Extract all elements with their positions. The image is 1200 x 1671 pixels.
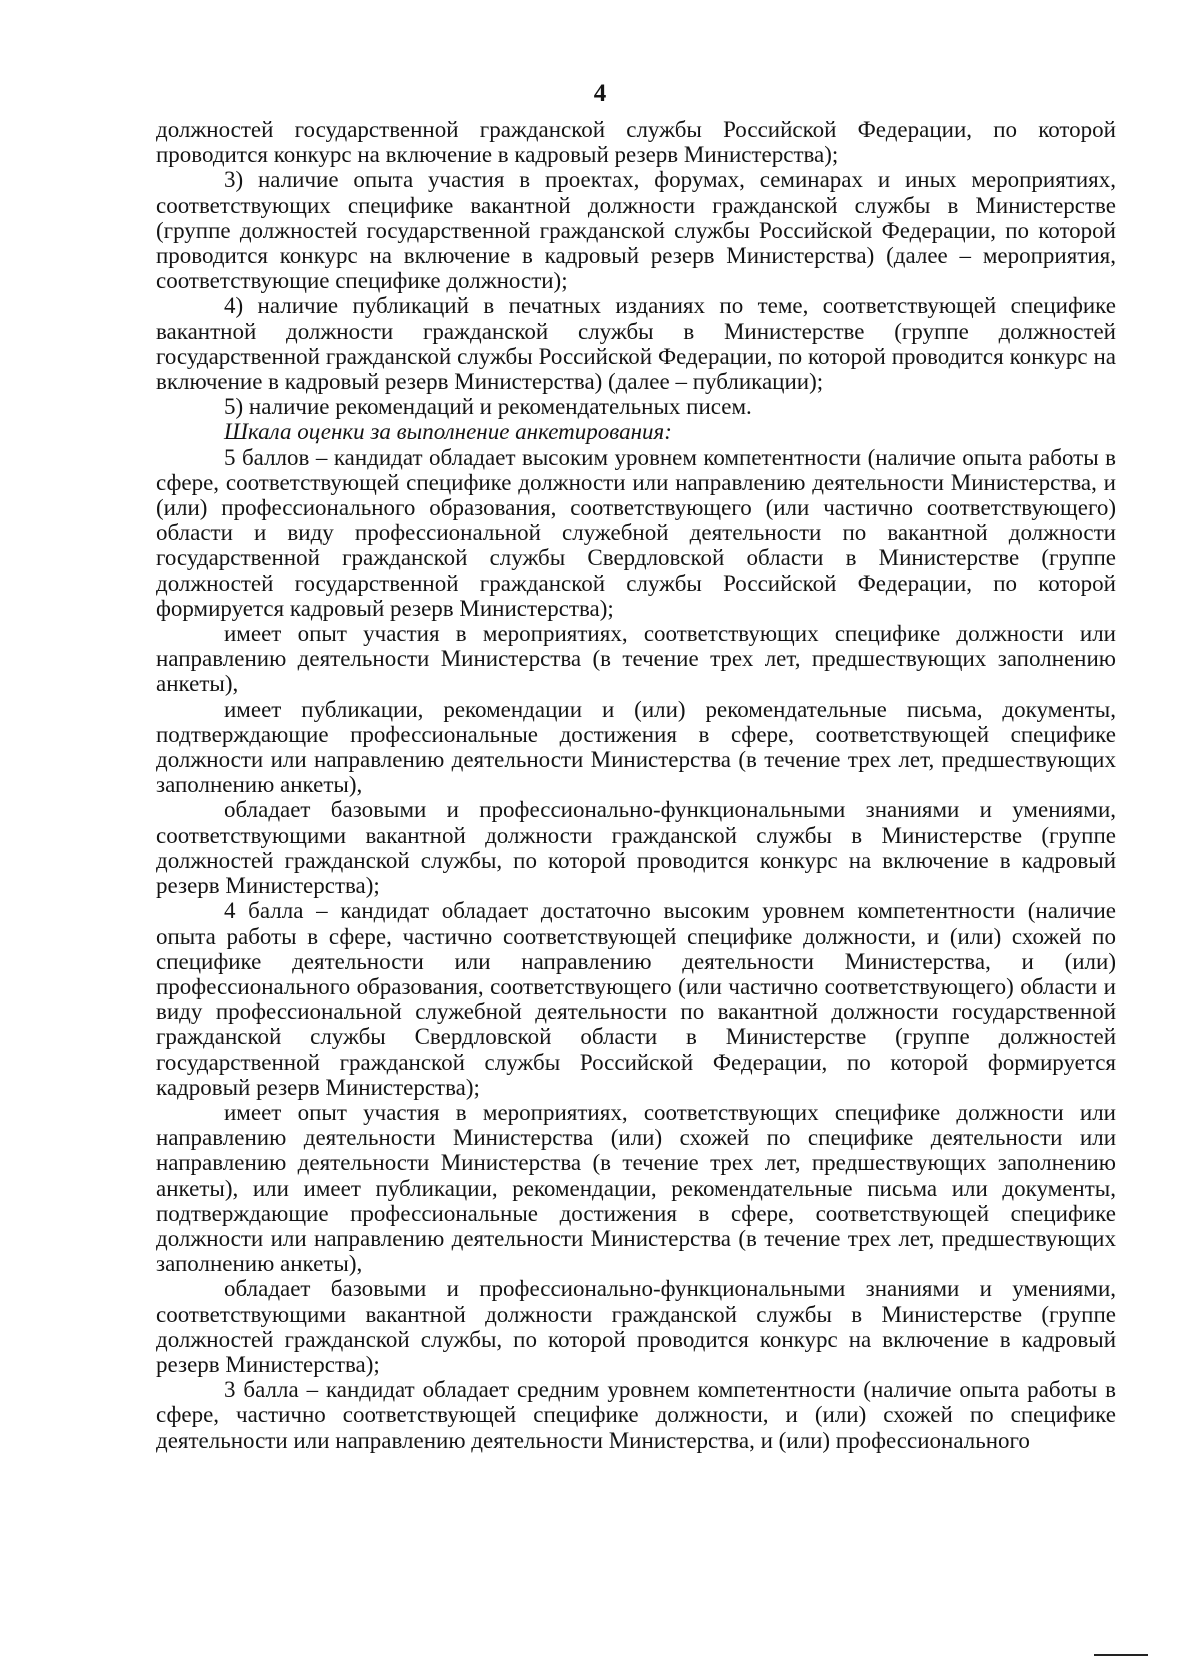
list-item-3: 3) наличие опыта участия в проектах, форумах, семинарах и иных мероприятиях, соответствующих специфике вакантной должности гражданской службы в Министерстве (группе должностей государственной гражданской службы Российской Федерации, по которой проводится конкурс на включение в кадровый резерв Министерства) (далее – мероприятия, соответствующие специфике должности);: [156, 167, 1116, 294]
score-5-paragraph: 5 баллов – кандидат обладает высоким уровнем компетентности (наличие опыта работы в сфере, соответствующей специфике должности или направлению деятельности Министерства, и (или) профессионального образования, соответствующего (или частично соответствующего) области и виду профессиональной служебной деятельности по вакантной должности государственной гражданской службы Свердловской области в Министерстве (группе должностей государственной гражданской службы Российской Федерации, по которой формируется кадровый резерв Министерства);: [156, 444, 1116, 621]
score-4-knowledge-paragraph: обладает базовыми и профессионально-функциональными знаниями и умениями, соответствующими вакантной должности гражданской службы в Министерстве (группе должностей гражданской службы, по которой проводится конкурс на включение в кадровый резерв Министерства);: [156, 1276, 1116, 1377]
score-4-events-paragraph: имеет опыт участия в мероприятиях, соответствующих специфике должности или направлению деятельности Министерства (или) схожей по специфике деятельности или направлению деятельности Министерства (в течение трех лет, предшествующих заполнению анкеты), или имеет публикации, рекомендации, рекомендательные письма или документы, подтверждающие профессиональные достижения в сфере, соответствующей специфике должности или направлению деятельности Министерства (в течение трех лет, предшествующих заполнению анкеты),: [156, 1099, 1116, 1277]
scale-heading: Шкала оценки за выполнение анкетирования:: [224, 419, 672, 445]
score-3-paragraph: 3 балла – кандидат обладает средним уровнем компетентности (наличие опыта работы в сфере, частично соответствующей специфике должности, и (или) схожей по специфике деятельности или направлению деятельности Министерства, и (или) профессионального: [156, 1377, 1116, 1453]
score-5-events-paragraph: имеет опыт участия в мероприятиях, соответствующих специфике должности или направлению деятельности Министерства (в течение трех лет, предшествующих заполнению анкеты),: [156, 621, 1116, 697]
score-4-paragraph: 4 балла – кандидат обладает достаточно высоким уровнем компетентности (наличие опыта работы в сфере, частично соответствующей специфике должности, и (или) схожей по специфике деятельности или направлению деятельности Министерства, и (или) профессионального образования, соответствующего (или частично соответствующего) области и виду профессиональной служебной деятельности по вакантной должности государственной гражданской службы Свердловской области в Министерстве (группе должностей государственной гражданской службы Российской Федерации, по которой формируется кадровый резерв Министерства);: [156, 898, 1116, 1100]
score-5-publications-paragraph: имеет публикации, рекомендации и (или) рекомендательные письма, документы, подтверждающие профессиональные достижения в сфере, соответствующей специфике должности или направлению деятельности Министерства (в течение трех лет, предшествующих заполнению анкеты),: [156, 696, 1116, 798]
list-item-5: 5) наличие рекомендаций и рекомендательных писем.: [224, 394, 752, 420]
document-body: [156, 117, 1116, 1453]
footer-rule: [1094, 1654, 1148, 1656]
paragraph-continuation: должностей государственной гражданской службы Российской Федерации, по которой проводится конкурс на включение в кадровый резерв Министерства);: [156, 117, 1116, 168]
score-5-knowledge-paragraph: обладает базовыми и профессионально-функциональными знаниями и умениями, соответствующими вакантной должности гражданской службы в Министерстве (группе должностей гражданской службы, по которой проводится конкурс на включение в кадровый резерв Министерства);: [156, 797, 1116, 899]
list-item-4: 4) наличие публикаций в печатных изданиях по теме, соответствующей специфике вакантной должности гражданской службы в Министерстве (группе должностей государственной гражданской службы Российской Федерации, по которой проводится конкурс на включение в кадровый резерв Министерства) (далее – публикации);: [156, 293, 1116, 395]
page-number: 4: [593, 80, 607, 107]
